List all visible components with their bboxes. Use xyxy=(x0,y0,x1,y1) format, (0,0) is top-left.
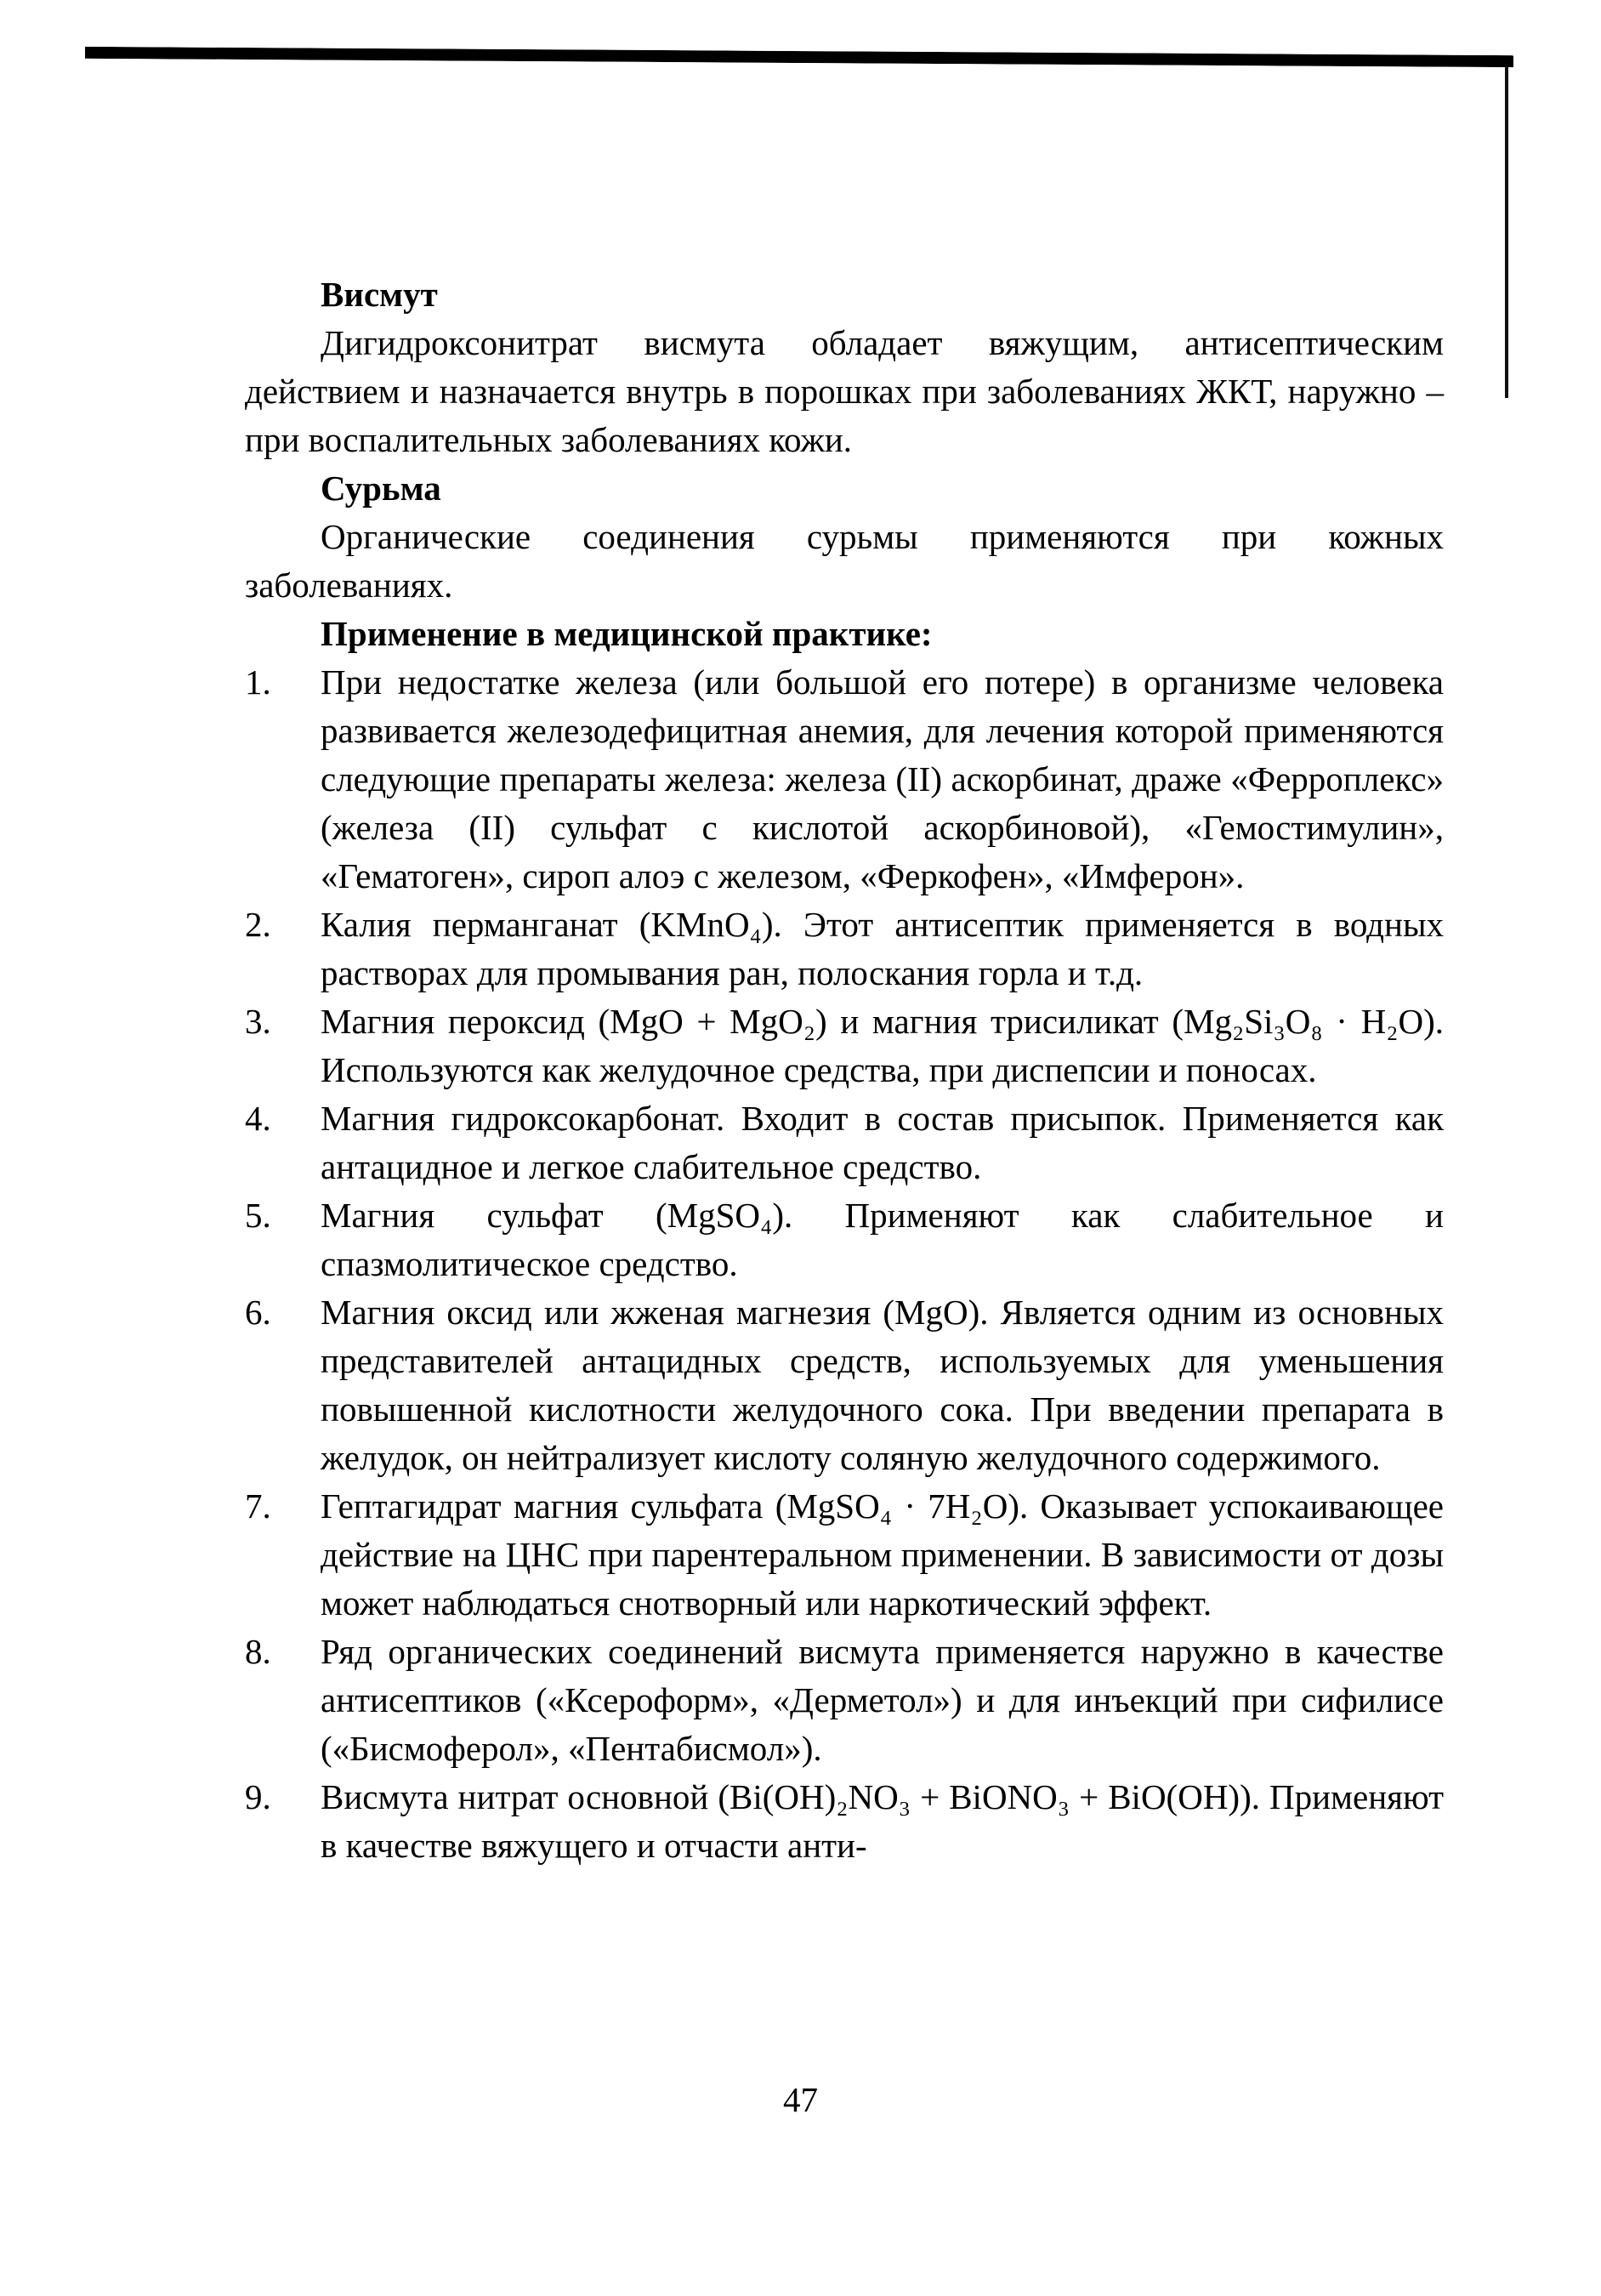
heading-medical-use: Применение в медицинской практике: xyxy=(321,614,933,653)
page-number: 47 xyxy=(783,2080,818,2119)
list-item xyxy=(245,901,1444,997)
list-item-text: Магния сульфат (MgSO₄). Применяют как слабительное и спазмолитическое средство. xyxy=(321,1196,1444,1283)
list-item-number: 5. xyxy=(245,1196,271,1235)
list-item-text: Калия перманганат (KMnO₄). Этот антисептик применяется в водных растворах для промывания ран, полоскания горла и т.д. xyxy=(321,905,1444,992)
page-body xyxy=(245,270,1444,1870)
list-item-text: Магния пероксид (MgO + MgO₂) и магния трисиликат (Mg₂Si₃O₈ · H₂O). Используются как желудочное средства, при диспепсии и поносах. xyxy=(321,1002,1444,1089)
list-item-number: 4. xyxy=(245,1099,271,1138)
list-item xyxy=(245,1191,1444,1288)
paragraph-bismuth: Дигидроксонитрат висмута обладает вяжущим, антисептическим действием и назначается внутрь в порошках при заболеваниях ЖКТ, наружно – при воспалительных заболеваниях кожи. xyxy=(245,323,1444,459)
list-item-number: 6. xyxy=(245,1293,271,1332)
list-item xyxy=(245,1094,1444,1191)
list-item-text: Ряд органических соединений висмута применяется наружно в качестве антисептиков («Ксероформ», «Дерметол») и для инъекций при сифилисе («Бисмоферол», «Пентабисмол»). xyxy=(321,1632,1444,1768)
heading-antimony: Сурьма xyxy=(321,469,441,508)
heading-bismuth: Висмут xyxy=(321,275,438,314)
list-item-number: 9. xyxy=(245,1777,271,1816)
list-item-number: 1. xyxy=(245,662,271,702)
list-item-text: Висмута нитрат основной (Bi(OH)₂NO₃ + BiONO₃ + BiO(OH)). Применяют в качестве вяжущего и отчасти анти- xyxy=(321,1777,1444,1865)
list-item-text: Гептагидрат магния сульфата (MgSO₄ · 7H₂O). Оказывает успокаивающее действие на ЦНС при парентеральном применении. В зависимости от дозы может наблюдаться снотворный или наркотический эффект. xyxy=(321,1486,1444,1623)
list-item xyxy=(245,1628,1444,1773)
list-item-text: Магния гидроксокарбонат. Входит в состав присыпок. Применяется как антацидное и легкое слабительное средство. xyxy=(321,1099,1444,1186)
scan-right-edge xyxy=(1505,66,1508,398)
list-item xyxy=(245,997,1444,1094)
list-item xyxy=(245,658,1444,901)
list-item xyxy=(245,1482,1444,1628)
list-item-number: 3. xyxy=(245,1002,271,1041)
list-item-number: 7. xyxy=(245,1486,271,1526)
scan-top-border xyxy=(85,47,1513,67)
list-item-number: 2. xyxy=(245,905,271,944)
list-item xyxy=(245,1288,1444,1482)
numbered-list xyxy=(245,658,1444,1870)
paragraph-antimony: Органические соединения сурьмы применяются при кожных заболеваниях. xyxy=(245,517,1444,605)
list-item-text: Магния оксид или жженая магнезия (MgO). Является одним из основных представителей антацидных средств, используемых для уменьшения повышенной кислотности желудочного сока. При введении препарата в желудок, он нейтрализует кислоту соляную желудочного содержимого. xyxy=(321,1293,1444,1477)
list-item-text: При недостатке железа (или большой его потере) в организме человека развивается железодефицитная анемия, для лечения которой применяются следующие препараты железа: железа (II) аскорбинат, драже «Ферроплекс» (железа (II) сульфат с кислотой аскорбиновой), «Гемостимулин», «Гематоген», сироп алоэ с железом, «Феркофен», «Имферон». xyxy=(321,662,1444,895)
list-item-number: 8. xyxy=(245,1632,271,1671)
list-item xyxy=(245,1773,1444,1870)
